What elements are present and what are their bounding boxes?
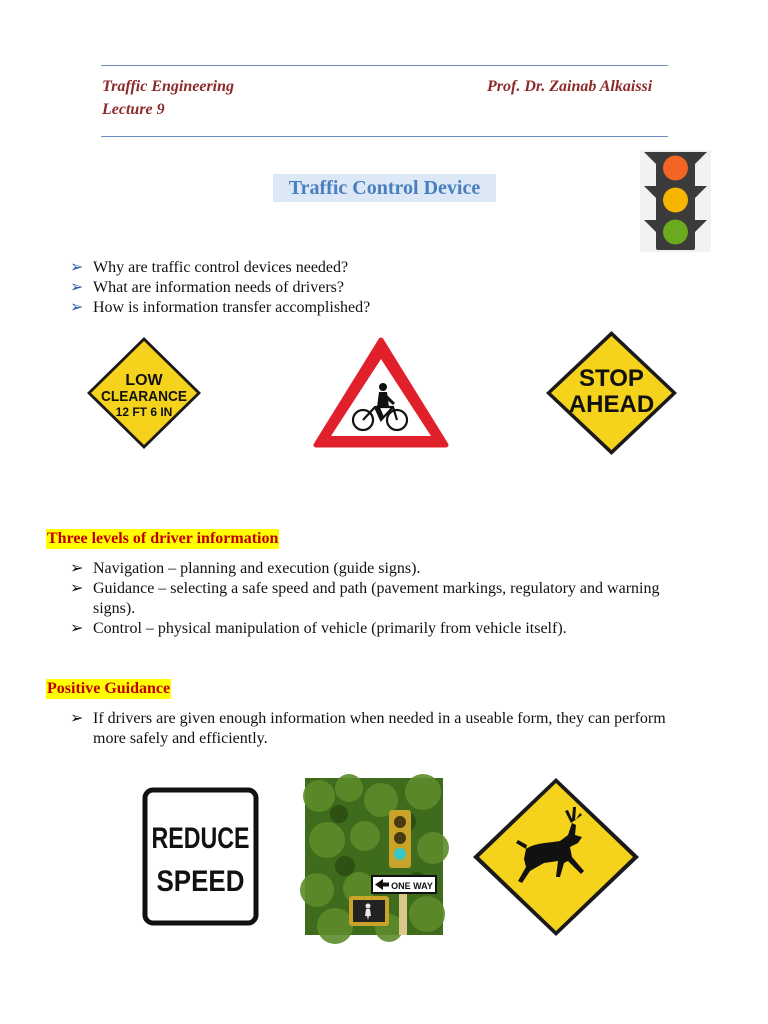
list-item [70,298,370,318]
page-title: Traffic Control Device [273,174,496,202]
arrow-bullet-icon: ➢ [70,259,84,276]
level-text: Control – physical manipulation of vehicle (primarily from vehicle itself). [93,620,567,637]
positive-text: If drivers are given enough information when needed in a useable form, they can perform more safely and efficiently. [93,710,666,747]
bicycle-warning-sign [313,337,449,450]
level-text: Navigation – planning and execution (guide signs). [93,560,421,577]
traffic-light-icon [640,150,711,252]
one-way-sign-text: ONE WAY [391,881,433,891]
low-clearance-line1: LOW [125,372,163,389]
arrow-bullet-icon: ➢ [70,580,84,597]
arrow-bullet-icon: ➢ [70,560,84,577]
levels-heading: Three levels of driver information [47,530,279,547]
stop-ahead-sign [545,330,678,456]
list-item [70,258,370,278]
reduce-speed-line1: REDUCE [151,822,250,855]
stop-ahead-line1: STOP [579,365,644,392]
stop-ahead-line2: AHEAD [568,391,655,418]
arrow-bullet-icon: ➢ [70,279,84,296]
list-item [70,709,685,749]
low-clearance-line2: CLEARANCE [101,388,187,405]
low-clearance-sign [86,336,202,450]
questions-list [70,258,370,318]
list-item [70,619,680,639]
course-title: Traffic Engineering [102,78,235,95]
arrow-bullet-icon: ➢ [70,710,84,727]
header-top-rule [101,65,668,66]
positive-guidance-heading: Positive Guidance [47,680,171,697]
list-item [70,579,680,619]
deer-crossing-sign [472,777,640,937]
list-item [70,278,370,298]
arrow-bullet-icon: ➢ [70,299,84,316]
question-text: What are information needs of drivers? [93,279,345,296]
positive-list [70,709,685,749]
author-name: Prof. Dr. Zainab Alkaissi [487,78,653,95]
traffic-signal-photo [305,778,443,935]
header-bottom-rule [101,136,668,137]
lecture-number: Lecture 9 [102,101,165,118]
reduce-speed-line2: SPEED [156,865,245,898]
levels-list [70,559,680,639]
low-clearance-line3: 12 FT 6 IN [115,405,173,419]
question-text: How is information transfer accomplished? [93,299,371,316]
reduce-speed-sign [141,786,260,927]
question-text: Why are traffic control devices needed? [93,259,349,276]
level-text: Guidance – selecting a safe speed and path (pavement markings, regulatory and warning signs). [93,580,660,617]
list-item [70,559,680,579]
arrow-bullet-icon: ➢ [70,620,84,637]
